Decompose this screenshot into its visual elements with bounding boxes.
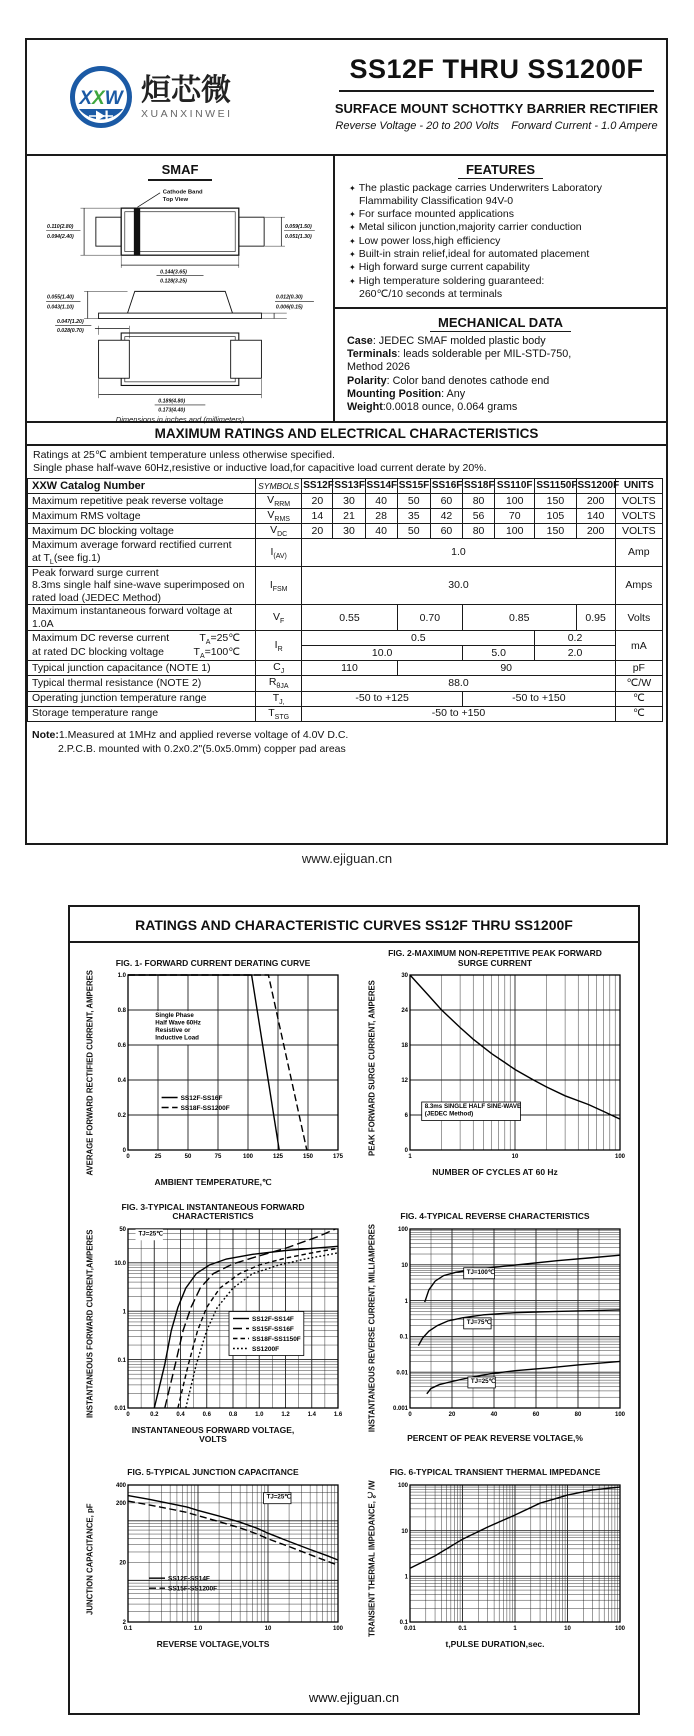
table-cell: 0.95 [576, 605, 615, 631]
features-heading: FEATURES [458, 162, 543, 179]
svg-text:0.1: 0.1 [399, 1334, 408, 1341]
package-drawing-panel [27, 156, 335, 424]
table-cell: 42 [430, 509, 462, 524]
table-cell: Maximum RMS voltage [28, 509, 256, 524]
table-cell: SS13F [333, 479, 365, 494]
svg-text:10: 10 [511, 1154, 519, 1160]
table-cell: mA [615, 631, 662, 661]
figure-1-xlabel: AMBIENT TEMPERATURE,℃ [154, 1176, 272, 1187]
table-cell: -50 to +125 [302, 691, 463, 706]
svg-text:125: 125 [272, 1154, 284, 1160]
table-cell: 5.0 [462, 646, 534, 661]
svg-text:1.0: 1.0 [255, 1411, 264, 1418]
svg-text:200: 200 [115, 1500, 126, 1507]
svg-text:0.8: 0.8 [117, 1008, 126, 1015]
figure-5-title: FIG. 5-TYPICAL JUNCTION CAPACITANCE [127, 1467, 299, 1478]
table-cell: $C_J$ [256, 661, 302, 676]
table-cell: Amps [615, 566, 662, 605]
svg-text:0.055(1.40): 0.055(1.40) [47, 294, 74, 301]
svg-text:TJ=25℃: TJ=25℃ [138, 1229, 164, 1237]
mechanical-data-item: Weight:0.0018 ounce, 0.064 grams [347, 401, 518, 414]
table-cell: Typical junction capacitance (NOTE 1) [28, 661, 256, 676]
svg-text:1: 1 [404, 1298, 408, 1305]
svg-text:Resistive or: Resistive or [155, 1027, 191, 1034]
svg-text:0.059(1.50): 0.059(1.50) [284, 224, 312, 231]
svg-text:0.1: 0.1 [458, 1625, 467, 1632]
svg-text:0: 0 [408, 1411, 412, 1418]
figure-3-xlabel: INSTANTANEOUS FORWARD VOLTAGE, VOLTS [131, 1424, 295, 1445]
svg-text:TJ=75℃: TJ=75℃ [466, 1318, 492, 1326]
table-cell: 30.0 [302, 566, 615, 605]
table-cell: $T_{STG}$ [256, 706, 302, 721]
table-cell: $I_R$ [256, 631, 302, 661]
table-cell: 88.0 [302, 676, 615, 691]
feature-item: ✦ Built-in strain relief,ideal for automated placement [349, 248, 590, 261]
svg-text:0.001: 0.001 [392, 1405, 408, 1412]
table-row [28, 509, 663, 524]
feature-item: ✦ High temperature soldering guaranteed: 260℃/10 seconds at terminals [349, 274, 545, 301]
svg-text:1: 1 [404, 1574, 408, 1581]
table-cell: Amp [615, 539, 662, 567]
svg-text:Single Phase: Single Phase [155, 1012, 194, 1019]
mechanical-data-item: Case: JEDEC SMAF molded plastic body [347, 335, 546, 347]
ratings-condition-2: Single phase half-wave 60Hz,resistive or inductive load,for capacitive load current derate by 20%. [33, 462, 487, 474]
table-cell: -50 to +150 [462, 691, 615, 706]
table-cell: ℃ [615, 706, 662, 721]
table-cell: 140 [576, 509, 615, 524]
svg-text:1.2: 1.2 [281, 1411, 290, 1418]
svg-text:8.3ms SINGLE HALF SINE-WAVE: 8.3ms SINGLE HALF SINE-WAVE [424, 1103, 522, 1110]
table-cell: 70 [495, 509, 535, 524]
table-row [28, 479, 663, 494]
svg-text:TJ=25℃: TJ=25℃ [470, 1377, 496, 1385]
svg-text:0.1: 0.1 [123, 1625, 133, 1632]
svg-text:10: 10 [401, 1528, 408, 1535]
table-cell: SS18F [462, 479, 494, 494]
svg-text:10: 10 [564, 1625, 571, 1632]
feature-item: ✦ High forward surge current capability [349, 261, 530, 274]
table-cell: 1.0 [302, 539, 615, 567]
table-cell: $V_{RRM}$ [256, 494, 302, 509]
svg-text:100: 100 [242, 1154, 254, 1160]
svg-text:SS12F-SS14F: SS12F-SS14F [252, 1315, 294, 1323]
table-cell: Operating junction temperature range [28, 691, 256, 706]
table-cell: VOLTS [615, 524, 662, 539]
table-cell: $I_{(AV)}$ [256, 539, 302, 567]
svg-text:75: 75 [214, 1154, 222, 1160]
svg-text:1: 1 [122, 1309, 126, 1316]
table-row [28, 676, 663, 691]
svg-text:100: 100 [614, 1154, 626, 1160]
svg-text:10: 10 [264, 1625, 272, 1632]
figure-6 [354, 1457, 636, 1660]
svg-text:400: 400 [115, 1482, 126, 1489]
table-cell: UNITS [615, 479, 662, 494]
ratings-conditions [27, 446, 666, 478]
table-cell: 200 [576, 494, 615, 509]
table-cell: 0.5 [302, 631, 535, 646]
table-cell: 100 [495, 524, 535, 539]
figure-6-chart [383, 1480, 629, 1638]
table-cell: $T_{J,}$ [256, 691, 302, 706]
table-row [28, 566, 663, 605]
table-cell: -50 to +150 [302, 706, 615, 721]
table-cell: $V_F$ [256, 605, 302, 631]
svg-text:10: 10 [401, 1262, 408, 1269]
table-row [28, 539, 663, 567]
mechanical-data-item: Polarity: Color band denotes cathode end [347, 374, 550, 387]
table-cell: 90 [397, 661, 615, 676]
table-cell: 50 [397, 524, 430, 539]
features-panel [335, 156, 666, 309]
svg-text:0: 0 [126, 1411, 130, 1418]
figure-2-xlabel: NUMBER OF CYCLES AT 60 Hz [432, 1167, 558, 1177]
logo-monogram: XXW [79, 88, 123, 109]
figure-3-chart [101, 1224, 347, 1424]
table-cell: 60 [430, 524, 462, 539]
svg-text:12: 12 [401, 1078, 408, 1085]
svg-text:(JEDEC Method): (JEDEC Method) [424, 1110, 474, 1118]
figure-5-chart [101, 1480, 347, 1638]
svg-text:100: 100 [614, 1411, 626, 1418]
figure-1-chart [101, 970, 347, 1166]
brand-name-en: XUANXINWEI [141, 107, 233, 120]
brand-logo [27, 40, 327, 154]
svg-text:24: 24 [401, 1008, 408, 1015]
figure-3 [72, 1201, 354, 1454]
table-cell: 0.2 [535, 631, 615, 646]
figure-6-ylabel: TRANSIENT THERMAL IMPEDANCE, ℃/W [367, 1480, 377, 1637]
table-cell: 100 [495, 494, 535, 509]
svg-text:150: 150 [302, 1154, 314, 1160]
svg-text:100: 100 [397, 1482, 408, 1489]
table-cell: Volts [615, 605, 662, 631]
table-cell: 80 [462, 494, 494, 509]
svg-text:Top View: Top View [162, 196, 189, 203]
table-cell: Maximum instantaneous forward voltage at 1.0A [28, 605, 256, 631]
table-cell: 0.70 [397, 605, 462, 631]
table-cell: 2.0 [535, 646, 615, 661]
table-row [28, 631, 663, 646]
ratings-table [27, 478, 663, 722]
table-row [28, 661, 663, 676]
svg-text:0.144(3.65): 0.144(3.65) [160, 269, 187, 276]
table-cell: XXW Catalog Number [28, 479, 256, 494]
table-cell: 10.0 [302, 646, 463, 661]
note-line: Note:1.Measured at 1MHz and applied reverse voltage of 4.0V D.C. [32, 728, 349, 741]
figure-2-title: FIG. 2-MAXIMUM NON-REPETITIVE PEAK FORWARD SURGE CURRENT [388, 948, 602, 968]
svg-text:0.4: 0.4 [176, 1411, 185, 1418]
table-cell: 56 [462, 509, 494, 524]
svg-text:18: 18 [401, 1043, 408, 1050]
table-cell: 0.85 [462, 605, 576, 631]
table-cell: Maximum average forward rectified current at $T_L(see$ fig.1) [28, 539, 256, 567]
svg-text:SS18F-SS1150F: SS18F-SS1150F [252, 1335, 301, 1343]
table-cell: 35 [397, 509, 430, 524]
figure-5-xlabel: REVERSE VOLTAGE,VOLTS [156, 1638, 270, 1649]
table-row [28, 494, 663, 509]
mechanical-data-panel [335, 309, 666, 414]
feature-item: ✦ Metal silicon junction,majority carrier conduction [349, 221, 582, 234]
svg-text:50: 50 [119, 1226, 126, 1233]
svg-text:0.6: 0.6 [117, 1043, 126, 1050]
svg-text:0: 0 [404, 1148, 408, 1155]
table-cell: SS110F [495, 479, 535, 494]
svg-text:0.2: 0.2 [150, 1411, 159, 1418]
svg-text:0.4: 0.4 [117, 1078, 126, 1085]
svg-text:Half Wave 60Hz: Half Wave 60Hz [155, 1019, 201, 1027]
ratings-banner: MAXIMUM RATINGS AND ELECTRICAL CHARACTERISTICS [27, 421, 666, 446]
table-row [28, 691, 663, 706]
callout-cathode-band: Cathode Band [162, 189, 203, 196]
feature-item: ✦ For surface mounted applications [349, 207, 514, 220]
table-cell: 28 [365, 509, 397, 524]
package-name: SMAF [148, 162, 213, 181]
svg-text:1.6: 1.6 [333, 1411, 343, 1418]
table-cell: $R_{\theta JA}$ [256, 676, 302, 691]
table-cell: Typical thermal resistance (NOTE 2) [28, 676, 256, 691]
figure-3-ylabel: INSTANTANEOUS FORWARD CURRENT,AMPERES [85, 1229, 95, 1418]
svg-text:1.0: 1.0 [193, 1625, 203, 1632]
svg-text:0.110(2.80): 0.110(2.80) [47, 224, 74, 231]
table-cell: 40 [365, 494, 397, 509]
svg-text:0.006(0.15): 0.006(0.15) [275, 304, 303, 311]
table-cell: Maximum DC reverse current $T_A=25℃$ at rated DC blocking voltage $T_A=100℃$ [28, 631, 256, 661]
table-cell: 30 [333, 494, 365, 509]
figure-4-chart [383, 1224, 629, 1424]
svg-text:80: 80 [574, 1411, 582, 1418]
table-cell: ℃ [615, 691, 662, 706]
svg-text:TJ=100℃: TJ=100℃ [466, 1268, 495, 1276]
table-cell: $V_{RMS}$ [256, 509, 302, 524]
table-cell: 150 [535, 494, 576, 509]
svg-text:0.047(1.20): 0.047(1.20) [56, 319, 84, 326]
footer-url-page2: www.ejiguan.cn [308, 1690, 400, 1705]
svg-text:40: 40 [490, 1411, 498, 1418]
header [27, 40, 666, 156]
svg-text:60: 60 [532, 1411, 540, 1418]
mechanical-data-list [335, 335, 666, 414]
table-cell: 105 [535, 509, 576, 524]
mechanical-data-heading: MECHANICAL DATA [430, 315, 571, 332]
svg-text:0: 0 [122, 1148, 126, 1155]
table-cell: ℃/W [615, 676, 662, 691]
svg-text:0.8: 0.8 [228, 1411, 238, 1418]
figure-4-xlabel: PERCENT OF PEAK REVERSE VOLTAGE,% [407, 1432, 583, 1443]
svg-text:10.0: 10.0 [114, 1260, 126, 1267]
table-cell: SS12F [302, 479, 333, 494]
svg-text:0.051(1.30): 0.051(1.30) [284, 234, 312, 240]
svg-text:100: 100 [332, 1625, 344, 1632]
svg-text:0.043(1.10): 0.043(1.10) [47, 304, 74, 311]
svg-text:0.173(4.40): 0.173(4.40) [158, 407, 186, 414]
table-row [28, 706, 663, 721]
svg-text:20: 20 [119, 1560, 126, 1567]
table-row [28, 605, 663, 631]
svg-text:0.6: 0.6 [202, 1411, 211, 1418]
table-cell: 150 [535, 524, 576, 539]
svg-text:0: 0 [126, 1154, 130, 1160]
table-cell: 20 [302, 494, 333, 509]
svg-text:25: 25 [154, 1154, 162, 1160]
svg-text:0.128(3.25): 0.128(3.25) [160, 278, 187, 285]
figure-4-ylabel: INSTANTANEOUS REVERSE CURRENT, MILLIAMPERES [367, 1223, 377, 1432]
figure-6-xlabel: t,PULSE DURATION,sec. [445, 1638, 545, 1649]
svg-text:TJ=25℃: TJ=25℃ [266, 1493, 292, 1501]
figure-2-chart [383, 970, 629, 1166]
svg-text:6: 6 [404, 1113, 408, 1120]
table-cell: 50 [397, 494, 430, 509]
logo-icon [69, 65, 133, 129]
table-cell: VOLTS [615, 509, 662, 524]
svg-text:30: 30 [401, 973, 408, 980]
figure-5-ylabel: JUNCTION CAPACITANCE, pF [85, 1502, 95, 1615]
brand-name-cn: 烜芯微 [141, 73, 231, 107]
footer-url-page1: www.ejiguan.cn [301, 851, 393, 866]
svg-text:100: 100 [614, 1625, 626, 1632]
svg-text:SS15F-SS16F: SS15F-SS16F [252, 1325, 294, 1333]
curves-banner: RATINGS AND CHARACTERISTIC CURVES SS12F THRU SS1200F [70, 907, 638, 943]
table-cell: 40 [365, 524, 397, 539]
figure-4 [354, 1201, 636, 1454]
svg-text:0.01: 0.01 [114, 1405, 126, 1412]
table-cell: 0.55 [302, 605, 397, 631]
figure-2-ylabel: PEAK FORWARD SURGE CURRENT, AMPERES [367, 980, 377, 1156]
svg-text:Inductive Load: Inductive Load [155, 1034, 199, 1042]
table-cell: $I_{FSM}$ [256, 566, 302, 605]
table-cell: SYMBOLS [256, 479, 302, 494]
svg-text:0.01: 0.01 [404, 1625, 416, 1632]
svg-text:1.4: 1.4 [307, 1411, 316, 1418]
page-subtitle: SURFACE MOUNT SCHOTTKY BARRIER RECTIFIER [334, 101, 659, 116]
cathode-band [134, 208, 140, 255]
svg-text:0.01: 0.01 [396, 1370, 408, 1377]
svg-text:0.1: 0.1 [399, 1619, 408, 1626]
table-cell: Peak forward surge current 8.3ms single half sine-wave superimposed on rated load (JEDEC Method) [28, 566, 256, 605]
table-cell: SS16F [430, 479, 462, 494]
figure-3-title: FIG. 3-TYPICAL INSTANTANEOUS FORWARD CHARACTERISTICS [121, 1201, 305, 1222]
table-cell: SS1150F [535, 479, 576, 494]
figure-4-title: FIG. 4-TYPICAL REVERSE CHARACTERISTICS [400, 1211, 590, 1222]
table-cell: 14 [302, 509, 333, 524]
svg-text:0.012(0.30): 0.012(0.30) [275, 294, 303, 301]
table-cell: 20 [302, 524, 333, 539]
svg-text:0.2: 0.2 [117, 1113, 126, 1120]
table-cell: SS1200F [576, 479, 615, 494]
table-cell: 60 [430, 494, 462, 509]
svg-text:SS15F-SS1200F: SS15F-SS1200F [168, 1585, 218, 1593]
table-cell: 110 [302, 661, 397, 676]
table-row [28, 524, 663, 539]
svg-text:175: 175 [332, 1154, 344, 1160]
svg-text:SS1200F: SS1200F [252, 1345, 280, 1353]
datasheet-page-1 [25, 38, 668, 845]
figure-1-ylabel: AVERAGE FORWARD RECTIFIED CURRENT, AMPERES [85, 970, 95, 1176]
svg-text:2: 2 [122, 1619, 126, 1626]
table-cell: 21 [333, 509, 365, 524]
table-cell: $V_{DC}$ [256, 524, 302, 539]
figure-6-title: FIG. 6-TYPICAL TRANSIENT THERMAL IMPEDANCE [389, 1467, 601, 1478]
table-cell: Storage temperature range [28, 706, 256, 721]
mechanical-data-item: Terminals: leads solderable per MIL-STD-750, Method 2026 [347, 348, 572, 374]
svg-text:0.028(0.70): 0.028(0.70) [56, 328, 84, 335]
ratings-condition-1: Ratings at 25℃ ambient temperature unless otherwise specified. [33, 449, 335, 461]
feature-item: ✦ Low power loss,high efficiency [349, 234, 501, 247]
datasheet-page-2 [68, 905, 640, 1715]
notes [27, 728, 666, 756]
svg-text:SS18F-SS1200F: SS18F-SS1200F [180, 1104, 230, 1112]
svg-text:20: 20 [448, 1411, 456, 1418]
table-cell: VOLTS [615, 494, 662, 509]
table-cell: Maximum repetitive peak reverse voltage [28, 494, 256, 509]
page-subtitle2: Reverse Voltage - 20 to 200 Volts Forward Current - 1.0 Ampere [335, 120, 658, 132]
figure-5 [72, 1457, 354, 1660]
svg-text:1: 1 [408, 1154, 412, 1160]
table-cell: SS15F [397, 479, 430, 494]
svg-text:1: 1 [513, 1625, 517, 1632]
table-cell: pF [615, 661, 662, 676]
package-outline-drawing [40, 181, 320, 414]
mechanical-data-item: Mounting Position: Any [347, 387, 466, 400]
table-cell: SS14F [365, 479, 397, 494]
table-cell: Maximum DC blocking voltage [28, 524, 256, 539]
figure-2 [354, 947, 636, 1198]
note-line: 2.P.C.B. mounted with 0.2x0.2"(5.0x5.0mm) copper pad areas [58, 742, 346, 755]
feature-item: ✦ The plastic package carries Underwriters Laboratory Flammability Classification 94V-0 [349, 182, 603, 208]
figure-1-title: FIG. 1- FORWARD CURRENT DERATING CURVE [115, 957, 311, 968]
figure-1 [72, 947, 354, 1198]
table-cell: 200 [576, 524, 615, 539]
svg-text:SS12F-SS16F: SS12F-SS16F [180, 1094, 223, 1102]
svg-text:50: 50 [184, 1154, 192, 1160]
svg-text:0.094(2.40): 0.094(2.40) [47, 234, 74, 240]
svg-text:0.1: 0.1 [117, 1357, 126, 1364]
package-caption: Dimensions in inches and (millimeters) [115, 415, 245, 424]
svg-text:100: 100 [397, 1226, 408, 1233]
svg-text:0.189(4.80): 0.189(4.80) [158, 398, 186, 405]
page-title: SS12F THRU SS1200F [339, 54, 653, 92]
svg-text:1.0: 1.0 [117, 973, 126, 980]
features-list [335, 182, 666, 301]
svg-text:SS12F-SS14F: SS12F-SS14F [168, 1575, 210, 1583]
table-cell: 30 [333, 524, 365, 539]
table-cell: 80 [462, 524, 494, 539]
